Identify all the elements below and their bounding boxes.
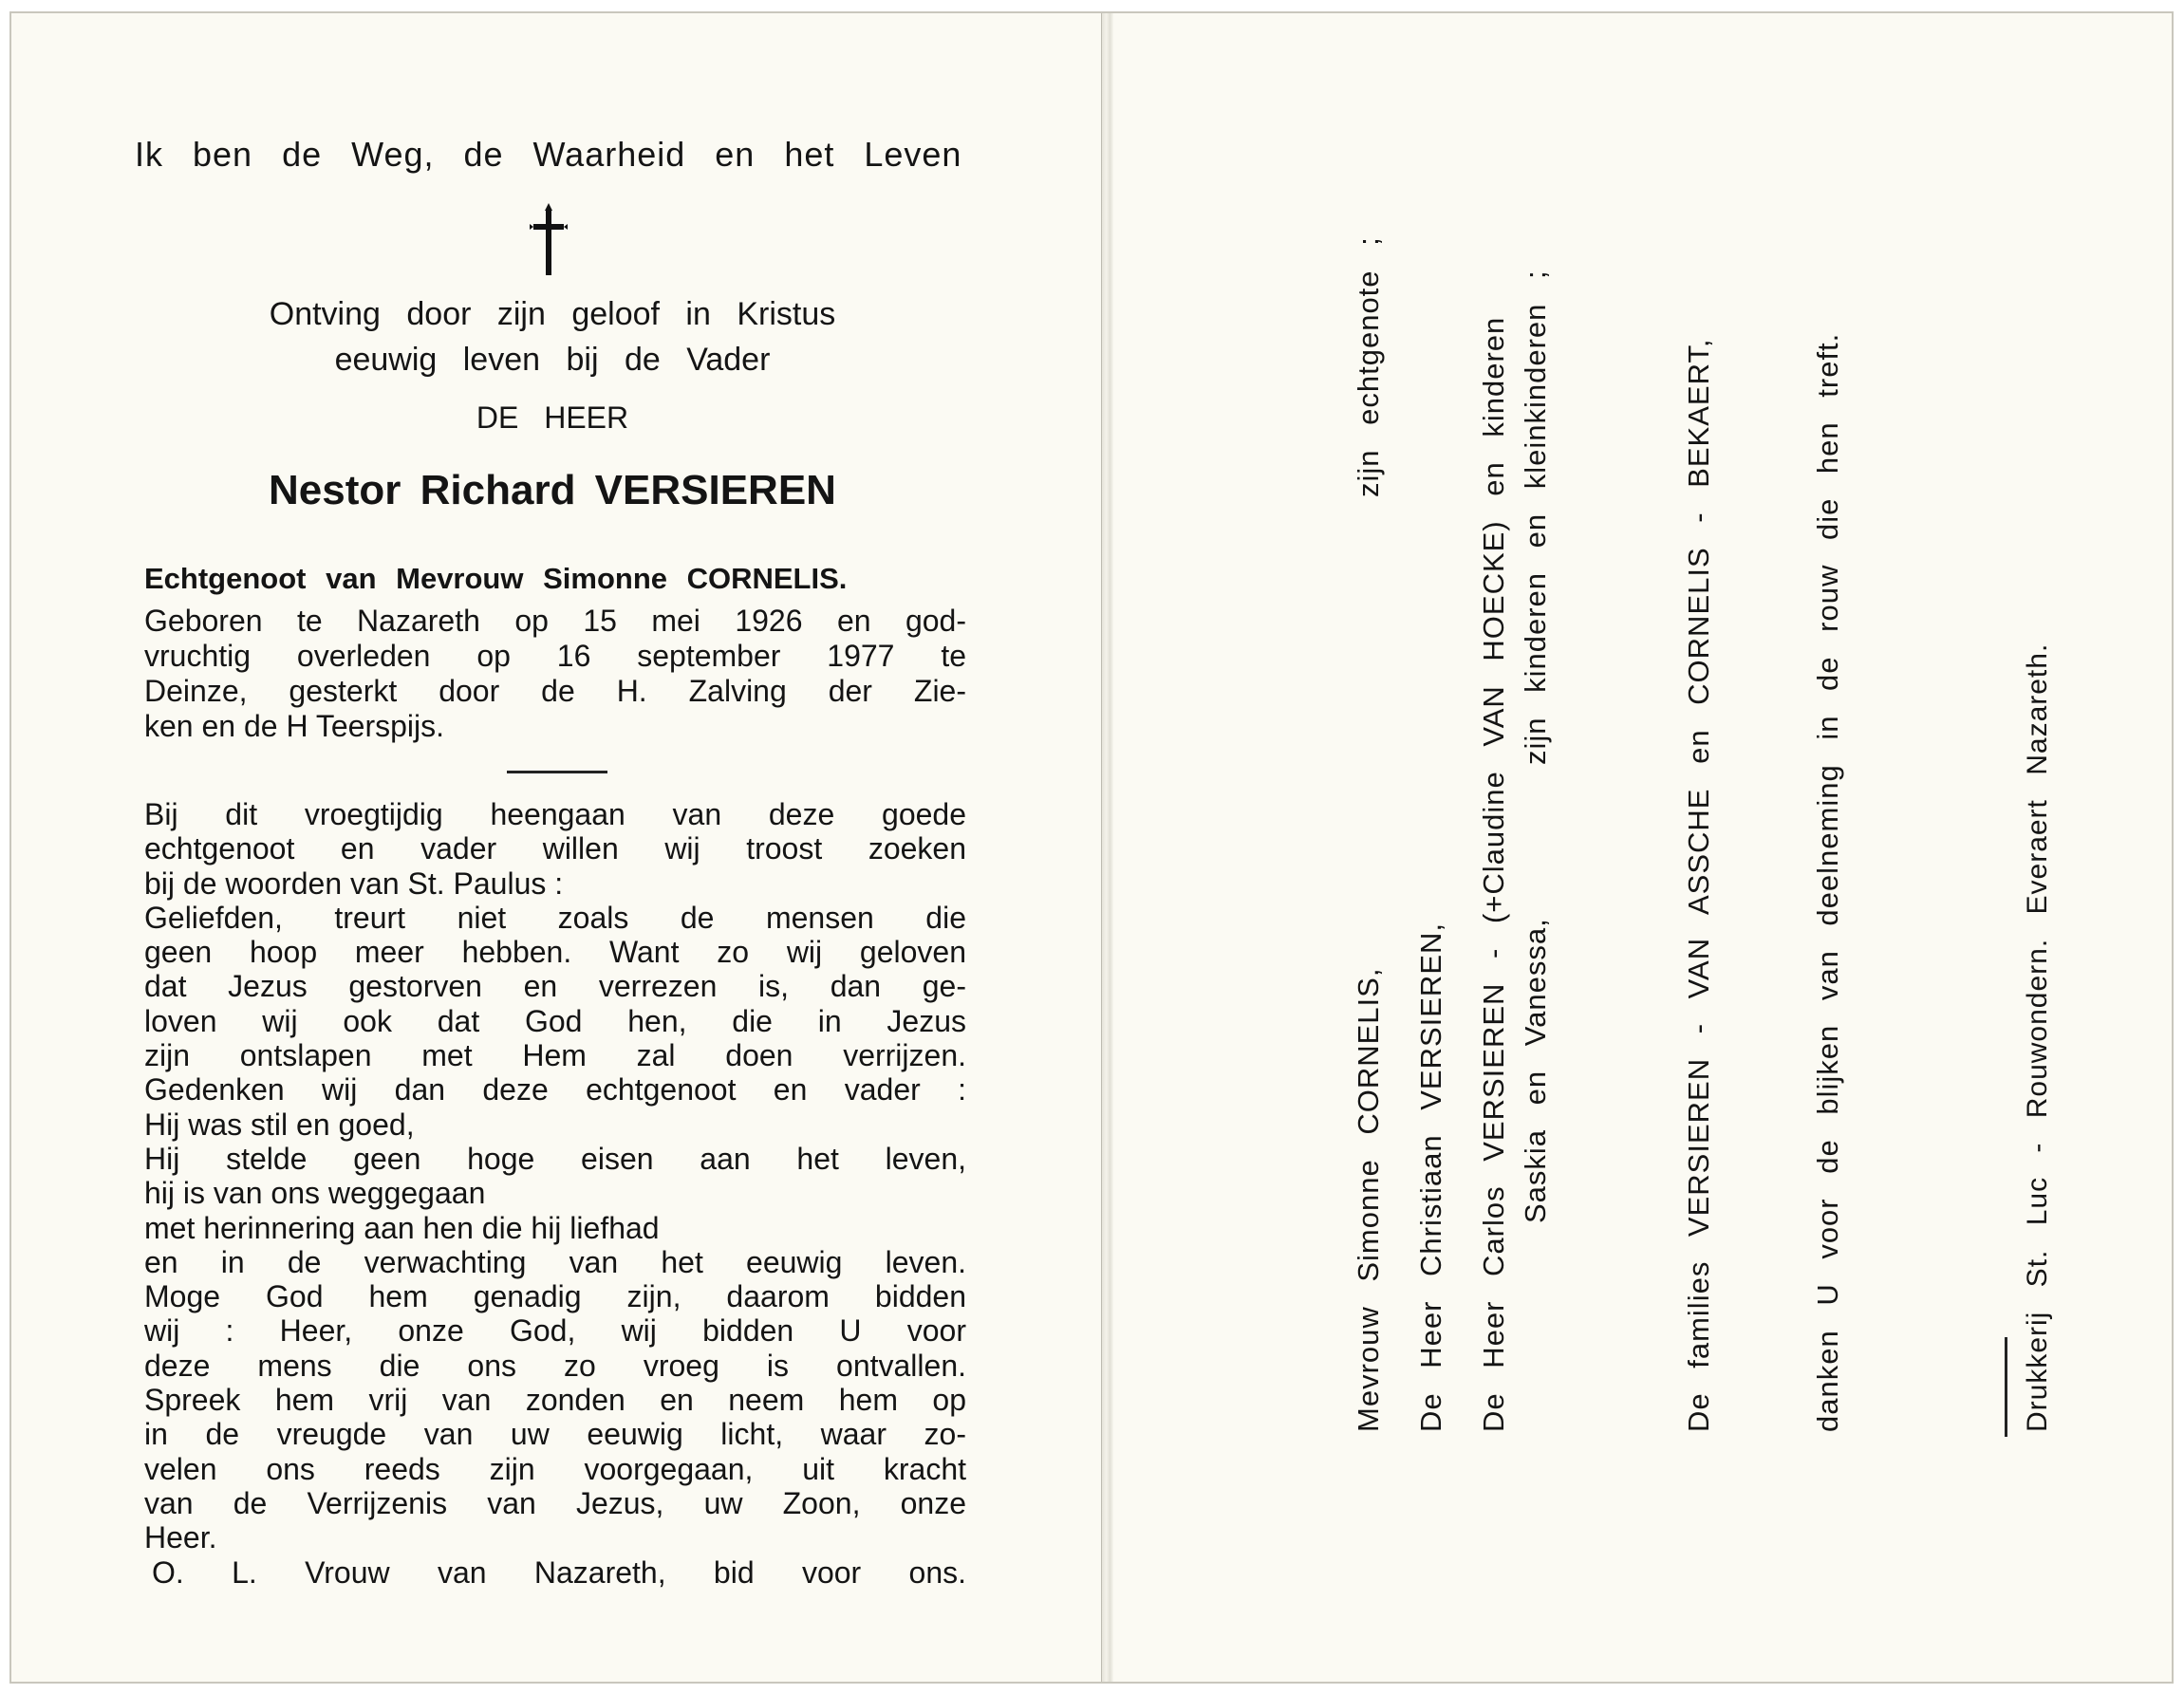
verse-line: zijn ontslapen met Hem zal doen verrijzen.: [144, 1038, 966, 1073]
verse-line: wij : Heer, onze God, wij bidden U voor: [144, 1313, 966, 1349]
verse-line: Hij stelde geen hoge eisen aan het leven,: [144, 1141, 966, 1176]
verse-line: van de Verrijzenis van Jezus, uw Zoon, onze: [144, 1485, 966, 1520]
verse-line: Hij was stil en goed,: [144, 1107, 415, 1142]
verse-line: Spreek hem vrij van zonden en neem hem op: [144, 1383, 966, 1418]
bio-line: vruchtig overleden op 16 september 1977 te: [144, 639, 966, 673]
bio-line: Deinze, gesterkt door de H. Zalving der Zie-: [144, 674, 966, 708]
verse-line: Geliefden, treurt niet zoals de mensen die: [144, 900, 966, 935]
closing-prayer: O. L. Vrouw van Nazareth, bid voor ons.: [152, 1555, 966, 1590]
right-panel: [1112, 13, 2175, 1682]
mourner-relation: zijn kinderen en kleinkinderen ;: [1519, 270, 1552, 765]
verse-line: Gedenken wij dan deze echtgenoot en vader :: [144, 1072, 966, 1108]
faith-line-2: eeuwig leven bij de Vader: [334, 342, 771, 378]
mourner-grandchildren: Saskia en Vanessa,: [1519, 918, 1552, 1223]
mourner-son-christiaan: De Heer Christiaan VERSIEREN,: [1414, 922, 1447, 1432]
verse-line: hij is van ons weggegaan: [144, 1176, 486, 1211]
verse-line: echtgenoot en vader willen wij troost zoeken: [144, 831, 966, 866]
cross-icon: [530, 203, 568, 279]
memorial-card: [9, 11, 2174, 1684]
divider: [2005, 1337, 2007, 1437]
verse-line: velen ons reeds zijn voorgegaan, uit kracht: [144, 1451, 966, 1486]
verses: [144, 797, 966, 1555]
biography: [144, 604, 966, 744]
verse-line: Bij dit vroegtijdig heengaan van deze goede: [144, 797, 966, 831]
thanks-line: danken U voor de blijken van deelneming in de rouw die hen treft.: [1811, 332, 1844, 1432]
verse-line: Moge God hem genadig zijn, daarom bidden: [144, 1279, 966, 1314]
verse-line: en in de verwachting van het eeuwig leven.: [144, 1244, 966, 1279]
bio-line: ken en de H Teerspijs.: [144, 709, 445, 743]
mourner-widow-relation: zijn echtgenote ;: [1352, 236, 1385, 497]
faith-line-1: Ontving door zijn geloof in Kristus: [269, 296, 836, 332]
divider: [507, 771, 607, 773]
mourner-widow: Mevrouw Simonne CORNELIS,: [1352, 967, 1385, 1432]
verse-line: deze mens die ons zo vroeg is ontvallen.: [144, 1348, 966, 1383]
verse-line: loven wij ook dat God hen, die in Jezus: [144, 1003, 966, 1038]
mourner-son-carlos: De Heer Carlos VERSIEREN - (+Claudine VAN HOECKE) en kinderen: [1477, 316, 1510, 1432]
left-panel: [11, 13, 1101, 1682]
honorific: DE HEER: [476, 400, 629, 435]
bio-line: Geboren te Nazareth op 15 mei 1926 en god-: [144, 604, 966, 638]
verse-line: met herinnering aan hen die hij liefhad: [144, 1210, 660, 1245]
verse-line: Heer.: [144, 1520, 217, 1555]
spouse-line: Echtgenoot van Mevrouw Simonne CORNELIS.: [144, 562, 848, 595]
mourner-families: De families VERSIEREN - VAN ASSCHE en CORNELIS - BEKAERT,: [1682, 338, 1715, 1432]
deceased-name: Nestor Richard VERSIEREN: [269, 467, 836, 513]
verse-line: dat Jezus gestorven en verrezen is, dan ge-: [144, 969, 966, 1004]
verse-line: in de vreugde van uw eeuwig licht, waar zo-: [144, 1417, 966, 1452]
verse-line: geen hoop meer hebben. Want zo wij geloven: [144, 935, 966, 970]
verse-line: bij de woorden van St. Paulus :: [144, 866, 564, 901]
motto: Ik ben de Weg, de Waarheid en het Leven: [135, 135, 962, 174]
printer-line: Drukkerij St. Luc - Rouwondern. Everaert Nazareth.: [2022, 642, 2053, 1432]
